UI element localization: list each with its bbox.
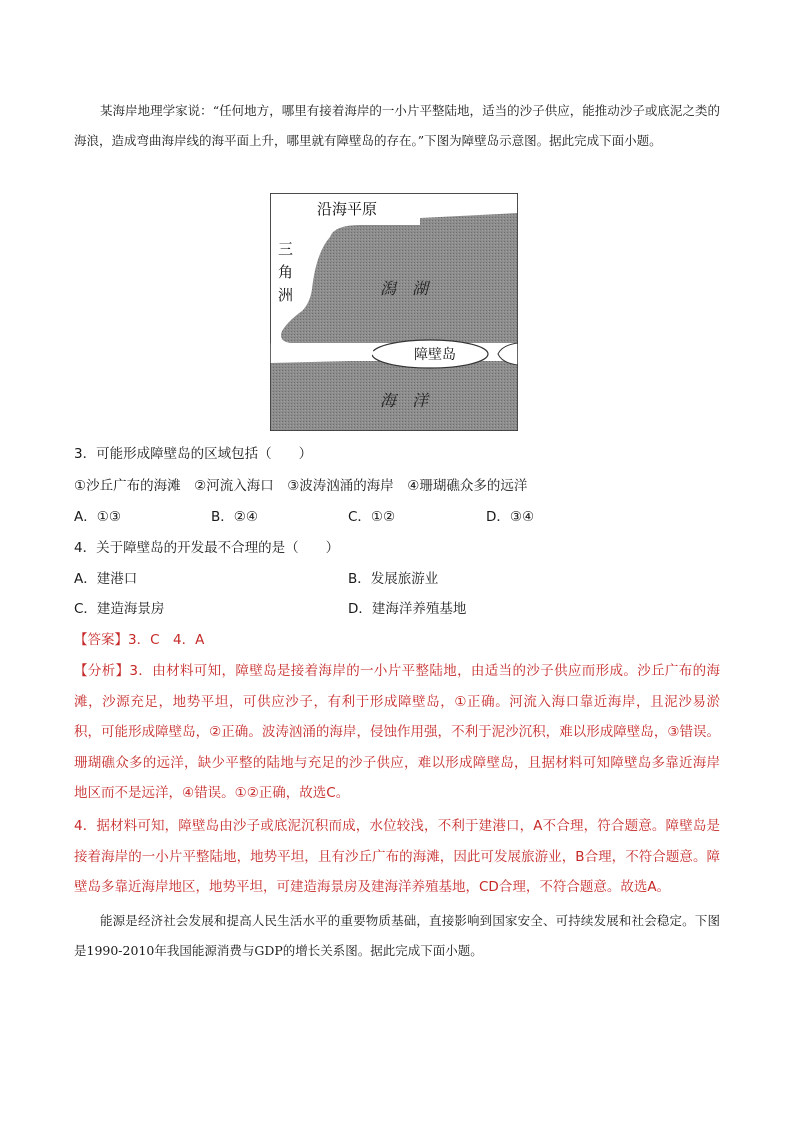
barrier-island-label: 障壁岛 <box>414 347 456 363</box>
question-3-stem: 3．可能形成障壁岛的区域包括（ ） <box>74 446 313 462</box>
option-b[interactable]: B．②④ <box>211 509 258 525</box>
question-3-items: ①沙丘广布的海滩 ②河流入海口 ③波涛汹涌的海岸 ④珊瑚礁众多的远洋 <box>74 478 528 494</box>
option-c[interactable]: C．①② <box>348 509 396 525</box>
lagoon-label: 潟 湖 <box>380 279 429 298</box>
analysis-paragraph-1: 【分析】3．由材料可知，障壁岛是接着海岸的一小片平整陆地，由适当的沙子供应而形成。沙丘广布的海滩，沙源充足，地势平坦，可供应沙子，有利于形成障壁岛，①正确。河流入海口靠近海岸，且泥沙易淤积，可能形成障壁岛，②正确。波涛汹涌的海岸，侵蚀作用强，不利于泥沙沉积，难以形成障壁岛，③错误。珊瑚礁众多的远洋，缺少平整的陆地与充足的沙子供应，难以形成障壁岛，且据材料可知障壁岛多靠近海岸地区而不是远洋，④错误。①②正确，故选C。 <box>74 663 720 801</box>
barrier-island-diagram <box>270 193 518 431</box>
mainland-spit <box>270 343 374 363</box>
option-b[interactable]: B．发展旅游业 <box>348 571 439 587</box>
answer-line: 【答案】3．C 4．A <box>74 632 205 648</box>
option-d[interactable]: D．③④ <box>486 509 535 525</box>
option-a[interactable]: A．①③ <box>74 509 121 525</box>
option-a[interactable]: A．建港口 <box>74 571 138 587</box>
intro-paragraph-2: 能源是经济社会发展和提高人民生活水平的重要物质基础，直接影响到国家安全、可持续发展和社会稳定。下图是1990-2010年我国能源消费与GDP的增长关系图。据此完成下面小题。 <box>74 913 720 958</box>
question-4-stem: 4．关于障壁岛的开发最不合理的是（ ） <box>74 540 340 556</box>
option-d[interactable]: D．建海洋养殖基地 <box>348 601 467 617</box>
coastal-plain-label: 沿海平原 <box>317 200 378 218</box>
ocean-label: 海 洋 <box>380 391 429 410</box>
analysis-paragraph-2: 4．据材料可知，障壁岛由沙子或底泥沉积而成，水位较浅，不利于建港口，A不合理，符合题意。障壁岛是接着海岸的一小片平整陆地，地势平坦，且有沙丘广布的海滩，因此可发展旅游业，B合理，不符合题意。障壁岛多靠近海岸地区，地势平坦，可建造海景房及建海洋养殖基地，CD合理，不符合题意。故选A。 <box>74 818 720 895</box>
option-c[interactable]: C．建造海景房 <box>74 601 165 617</box>
intro-paragraph-1: 某海岸地理学家说：“任何地方，哪里有接着海岸的一小片平整陆地，适当的沙子供应，能推动沙子或底泥之类的海浪，造成弯曲海岸线的海平面上升，哪里就有障壁岛的存在。”下图为障壁岛示意图。据此完成下面小题。 <box>74 103 720 148</box>
delta-label-2: 角 <box>278 263 294 281</box>
delta-label-1: 三 <box>278 240 294 258</box>
delta-label-3: 洲 <box>278 286 294 304</box>
